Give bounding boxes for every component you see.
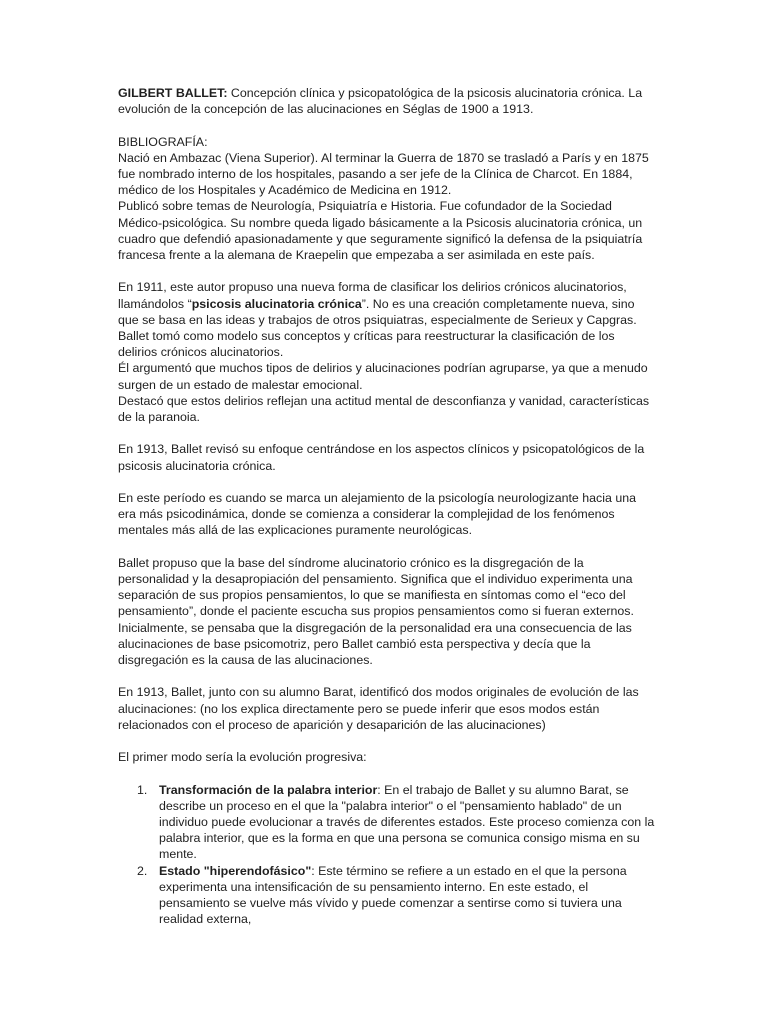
evolution-list xyxy=(118,782,656,928)
list-item-title: Transformación de la palabra interior xyxy=(159,782,378,797)
paragraph-1911-text-b: ”. No es una creación completamente nueva, sino que se basa en las ideas y trabajos de otros psiquiatras, especialmente de Serieux y Capgras. Ballet tomó como modelo sus conceptos y críticas para reestructurar la clasificación de los delirios crónicos alucinatorios. xyxy=(118,296,637,360)
biography-section xyxy=(118,134,656,264)
term-psicosis-alucinatoria: psicosis alucinatoria crónica xyxy=(191,296,362,311)
biography-heading: BIBLIOGRAFÍA: xyxy=(118,134,208,149)
biography-paragraph-2: Publicó sobre temas de Neurología, Psiquiatría e Historia. Fue cofundador de la Sociedad Médico-psicológica. Su nombre queda ligado básicamente a la Psicosis alucinatoria crónica, un cuadro que defendió apasionadamente y que seguramente significó la defensa de la psiquiatría francesa frente a la alemana de Kraepelin que empezaba a ser asimilada en este país. xyxy=(118,199,643,263)
paragraph-base-1: Ballet propuso que la base del síndrome alucinatorio crónico es la disgregación de la personalidad y la desapropiación del pensamiento. Significa que el individuo experimenta una separación de sus propios pensamientos, lo que se manifiesta en síntomas como el “eco del pensamiento”, donde el paciente escucha sus propios pensamientos como si fueran externos. xyxy=(118,555,634,619)
paragraph-barat: En 1913, Ballet, junto con su alumno Barat, identificó dos modos originales de evolución de las alucinaciones: (no los explica directamente pero se puede inferir que esos modos están relacionados con el proceso de aparición y desaparición de las alucinaciones) xyxy=(118,685,639,732)
paragraph-base xyxy=(118,555,656,668)
paragraph-periodo: En este período es cuando se marca un alejamiento de la psicología neurologizante hacia una era más psicodinámica, donde se comienza a considerar la complejidad de los fenómenos mentales más allá de las explicaciones puramente neurológicas. xyxy=(118,491,636,538)
list-item-text: : Este término se refiere a un estado en el que la persona experimenta una intensificación de su pensamiento interno. En este estado, el pensamiento se vuelve más vívido y puede comenzar a sentirse como si tuviera una realidad externa, xyxy=(159,863,627,927)
paragraph-1913: En 1913, Ballet revisó su enfoque centrándose en los aspectos clínicos y psicopatológicos de la psicosis alucinatoria crónica. xyxy=(118,442,645,473)
biography-paragraph-1: Nació en Ambazac (Viena Superior). Al terminar la Guerra de 1870 se trasladó a París y en 1875 fue nombrado interno de los hospitales, pasando a ser jefe de la Clínica de Charcot. En 1884, médico de los Hospitales y Académico de Medicina en 1912. xyxy=(118,150,649,198)
paragraph-primer-modo: El primer modo sería la evolución progresiva: xyxy=(118,750,367,765)
paragraph-1911-line-3: Destacó que estos delirios reflejan una actitud mental de desconfianza y vanidad, características de la paranoia. xyxy=(118,393,650,425)
paragraph-1911-main xyxy=(118,279,656,360)
title-subject: Concepción clínica y psicopatológica de la psicosis alucinatoria crónica. La evolución de la concepción de las alucinaciones en Séglas de 1900 a 1913. xyxy=(118,86,643,117)
paragraph-1911-line-2: Él argumentó que muchos tipos de delirios y alucinaciones podrían agruparse, ya que a menudo surgen de un estado de malestar emocional. xyxy=(118,361,648,392)
paragraph-base-2: Inicialmente, se pensaba que la disgregación de la personalidad era una consecuencia de las alucinaciones de base psicomotriz, pero Ballet cambió esta perspectiva y decía que la disgregación es la causa de las alucinaciones. xyxy=(118,620,632,668)
list-item-title: Estado "hiperendofásico" xyxy=(159,863,312,878)
list-item-number: 2. xyxy=(137,863,148,878)
document-title xyxy=(118,85,656,117)
list-item xyxy=(137,782,656,863)
paragraph-1911 xyxy=(118,279,656,425)
list-item-number: 1. xyxy=(137,782,148,797)
title-author: GILBERT BALLET: xyxy=(118,86,228,100)
list-item-text: : En el trabajo de Ballet y su alumno Barat, se describe un proceso en el que la "palabra interior" o el "pensamiento hablado" de un individuo puede evolucionar a través de diferentes estados. Este proceso comienza con la palabra interior, que es la forma en que una persona se comunica consigo misma en su mente. xyxy=(159,782,655,862)
paragraph-1911-text-a: En 1911, este autor propuso una nueva forma de clasificar los delirios crónicos alucinatorios, llamándolos “ xyxy=(118,280,627,311)
document-body xyxy=(118,85,656,927)
list-item xyxy=(137,863,656,928)
